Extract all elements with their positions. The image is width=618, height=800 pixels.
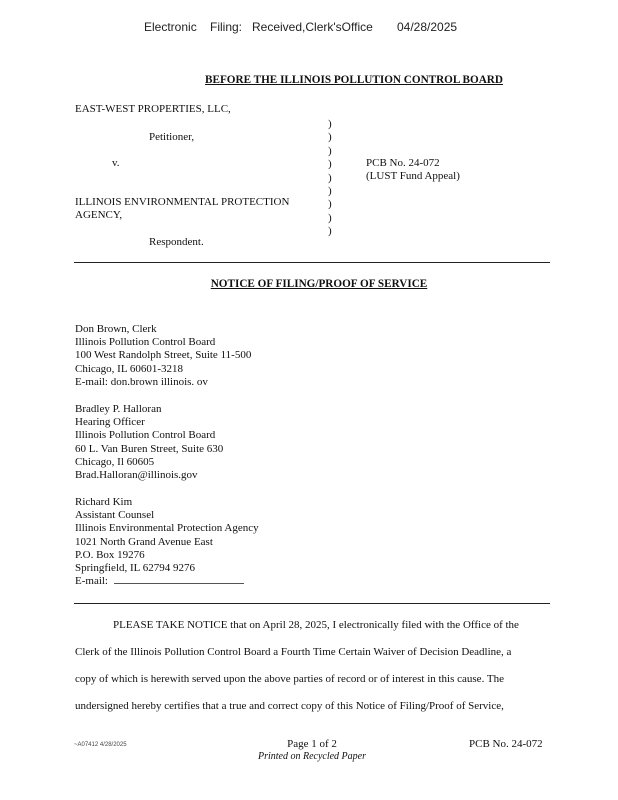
- footer-doc-id: ~A07412 4/28/2025: [74, 742, 127, 748]
- footer-case-number: PCB No. 24-072: [469, 738, 543, 750]
- email-label: E-mail:: [75, 575, 108, 588]
- footer-recycled: [0, 751, 618, 762]
- case-type: (LUST Fund Appeal): [366, 170, 460, 182]
- recipient-line: P.O. Box 19276: [75, 548, 145, 561]
- recipient-line: Brad.Halloran@illinois.gov: [75, 468, 198, 481]
- recipient-line: Hearing Officer: [75, 416, 145, 429]
- recipient-line: Richard Kim: [75, 496, 133, 508]
- banner-electronic: Electronic: [144, 20, 197, 34]
- notice-body: [75, 0, 551, 800]
- versus-text: v.: [112, 157, 120, 169]
- recipient-line: Illinois Pollution Control Board: [75, 336, 216, 349]
- case-number: PCB No. 24-072: [366, 157, 440, 169]
- caption-parentheses: ) ) ) ) ) ) ) ) ): [328, 118, 332, 238]
- notice-title-text: NOTICE OF FILING/PROOF OF SERVICE: [210, 278, 428, 290]
- recipient-line: Bradley P. Halloran: [75, 403, 162, 415]
- recipient-line: 1021 North Grand Avenue East: [75, 535, 213, 548]
- footer-recycled-text: Printed on Recycled Paper: [257, 751, 366, 762]
- recipient-line: 100 West Randolph Street, Suite 11-500: [75, 349, 252, 362]
- banner-filing: Filing:: [210, 20, 243, 34]
- petitioner-name: EAST-WEST PROPERTIES, LLC,: [75, 103, 231, 115]
- body-line: Clerk of the Illinois Pollution Control Board a Fourth Time Certain Waiver of Decision Deadline, a: [75, 646, 512, 658]
- banner-received: Received,Clerk'sOffice: [252, 20, 373, 34]
- recipient-line: Illinois Pollution Control Board: [75, 429, 216, 442]
- recipient-line: Don Brown, Clerk: [75, 323, 157, 335]
- recipient-line: Illinois Environmental Protection Agency: [75, 522, 259, 535]
- footer-page-text: Page 1 of 2: [287, 738, 337, 750]
- petitioner-role: Petitioner,: [149, 131, 195, 143]
- respondent-line-2: AGENCY,: [75, 209, 123, 221]
- board-heading-text: BEFORE THE ILLINOIS POLLUTION CONTROL BOARD: [205, 74, 503, 86]
- recipient-line: Assistant Counsel: [75, 509, 155, 522]
- recipient-line: Chicago, IL 60601-3218: [75, 362, 184, 375]
- body-line: PLEASE TAKE NOTICE that on April 28, 2025, I electronically filed with the Office of the: [113, 619, 519, 631]
- recipient-line: Chicago, Il 60605: [75, 455, 155, 468]
- recipient-line: 60 L. Van Buren Street, Suite 630: [75, 442, 224, 455]
- respondent-role: Respondent.: [149, 236, 204, 248]
- body-line: undersigned hereby certifies that a true and correct copy of this Notice of Filing/Proof of Service,: [75, 700, 504, 712]
- recipient-line: E-mail: don.brown illinois. ov: [75, 375, 208, 388]
- recipient-line: Springfield, IL 62794 9276: [75, 561, 195, 574]
- banner-date: 04/28/2025: [397, 20, 458, 34]
- respondent-line-1: ILLINOIS ENVIRONMENTAL PROTECTION: [75, 196, 290, 208]
- body-line: copy of which is herewith served upon the above parties of record or of interest in this cause. The: [75, 673, 504, 685]
